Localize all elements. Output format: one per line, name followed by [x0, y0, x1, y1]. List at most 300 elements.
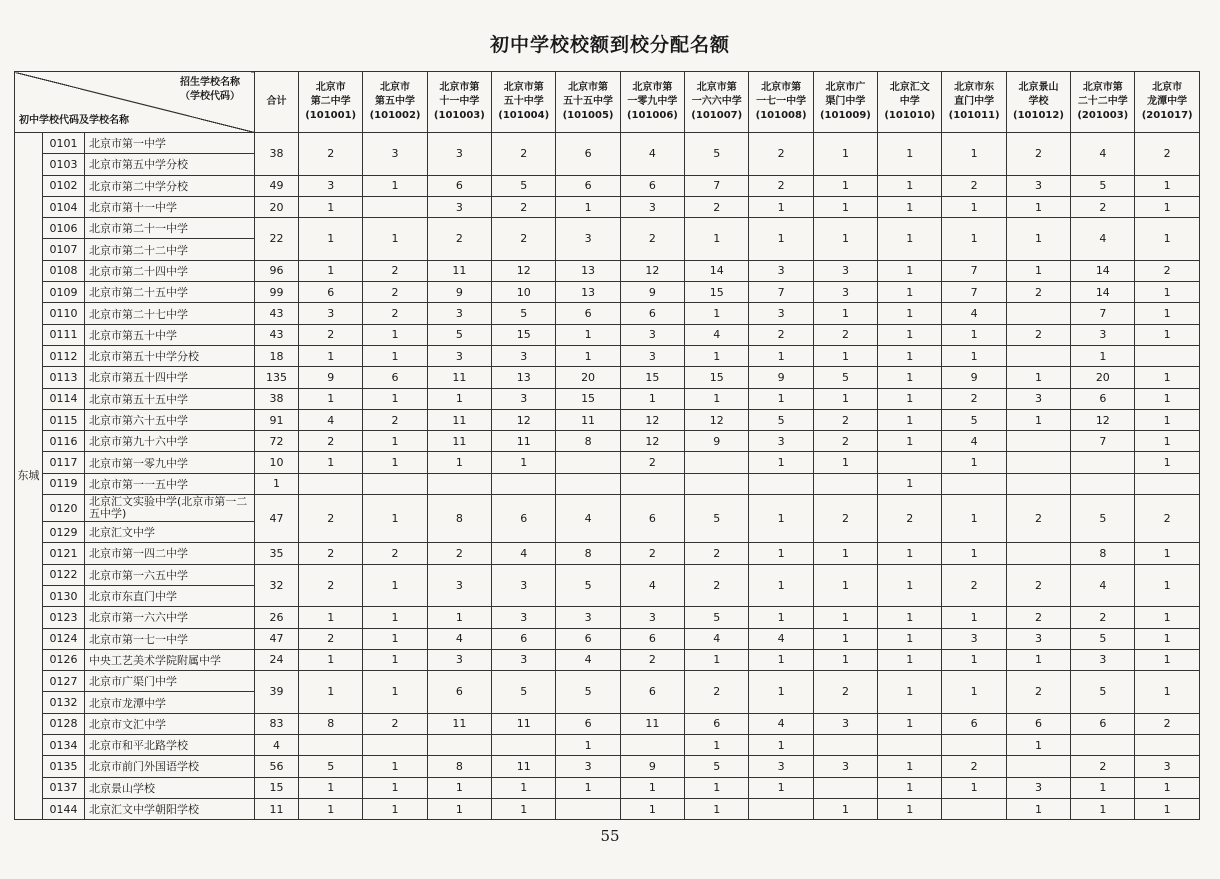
quota-cell: 1 — [1135, 649, 1199, 670]
quota-cell: 9 — [942, 367, 1006, 388]
middle-school-name: 北京汇文实验中学(北京市第一二五中学) — [85, 495, 255, 522]
quota-cell: 3 — [749, 303, 813, 324]
quota-cell: 1 — [942, 495, 1006, 543]
quota-cell: 2 — [1006, 671, 1070, 714]
quota-cell: 1 — [556, 777, 620, 798]
quota-cell: 2 — [427, 218, 491, 261]
quota-cell: 1 — [878, 388, 942, 409]
school-name-line: 北京市第 — [568, 82, 609, 93]
quota-cell: 4 — [620, 564, 684, 607]
quota-cell: 6 — [427, 175, 491, 196]
quota-cell: 3 — [749, 756, 813, 777]
quota-cell: 8 — [556, 431, 620, 452]
quota-cell: 1 — [749, 452, 813, 473]
middle-school-name: 北京市第一零九中学 — [85, 452, 255, 473]
quota-cell: 15 — [620, 367, 684, 388]
quota-cell: 4 — [942, 431, 1006, 452]
total-cell: 1 — [255, 473, 299, 494]
quota-cell: 3 — [620, 324, 684, 345]
quota-cell: 1 — [878, 543, 942, 564]
school-code: (201017) — [1141, 110, 1193, 121]
quota-cell: 1 — [1135, 196, 1199, 217]
middle-school-name: 北京市第二十五中学 — [85, 282, 255, 303]
quota-cell: 3 — [749, 431, 813, 452]
table-row — [15, 409, 1200, 430]
page-title: 初中学校校额到校分配名额 — [489, 34, 730, 56]
quota-cell — [813, 735, 877, 756]
quota-cell: 2 — [1006, 495, 1070, 543]
middle-school-code: 0121 — [43, 543, 85, 564]
quota-cell: 7 — [1071, 303, 1135, 324]
quota-cell: 6 — [556, 175, 620, 196]
quota-cell: 3 — [299, 175, 363, 196]
school-name-line: 中学 — [899, 96, 920, 107]
quota-cell: 6 — [556, 133, 620, 176]
quota-cell: 1 — [1006, 367, 1070, 388]
quota-cell: 12 — [492, 409, 556, 430]
quota-cell: 12 — [620, 260, 684, 281]
middle-school-name: 北京市第二中学分校 — [85, 175, 255, 196]
quota-cell: 1 — [1071, 777, 1135, 798]
quota-cell: 5 — [685, 756, 749, 777]
middle-school-name: 北京市文汇中学 — [85, 713, 255, 734]
quota-cell — [813, 473, 877, 494]
quota-cell: 3 — [427, 133, 491, 176]
quota-cell: 4 — [685, 628, 749, 649]
quota-cell: 4 — [556, 495, 620, 543]
quota-cell: 5 — [1071, 671, 1135, 714]
quota-cell: 11 — [620, 713, 684, 734]
school-name-line: 北京景山 — [1018, 82, 1059, 93]
quota-cell — [685, 452, 749, 473]
quota-cell: 2 — [749, 133, 813, 176]
quota-cell: 10 — [492, 282, 556, 303]
total-cell: 96 — [255, 260, 299, 281]
quota-cell: 5 — [1071, 495, 1135, 543]
quota-cell: 1 — [299, 671, 363, 714]
quota-cell: 2 — [492, 196, 556, 217]
quota-cell: 6 — [492, 495, 556, 543]
middle-school-name: 中央工艺美术学院附属中学 — [85, 649, 255, 670]
quota-cell: 1 — [427, 388, 491, 409]
quota-cell: 1 — [685, 735, 749, 756]
quota-cell: 1 — [813, 133, 877, 176]
quota-cell: 1 — [299, 345, 363, 366]
quota-cell: 1 — [363, 671, 427, 714]
table-row — [15, 756, 1200, 777]
quota-cell: 12 — [685, 409, 749, 430]
quota-cell: 2 — [1135, 713, 1199, 734]
middle-school-name: 北京市第五十五中学 — [85, 388, 255, 409]
school-header-11 — [942, 72, 1006, 133]
school-code: (101009) — [819, 110, 871, 121]
total-cell: 35 — [255, 543, 299, 564]
quota-cell: 1 — [749, 218, 813, 261]
quota-cell: 1 — [749, 649, 813, 670]
school-header-5 — [556, 72, 620, 133]
quota-cell: 1 — [1135, 452, 1199, 473]
quota-cell — [1135, 735, 1199, 756]
quota-cell: 2 — [813, 671, 877, 714]
table-row — [15, 628, 1200, 649]
quota-cell: 1 — [749, 777, 813, 798]
quota-cell — [685, 473, 749, 494]
quota-cell: 5 — [427, 324, 491, 345]
quota-cell: 6 — [1071, 388, 1135, 409]
quota-cell: 1 — [299, 777, 363, 798]
quota-cell: 4 — [942, 303, 1006, 324]
school-name-line: 北京市 — [380, 82, 411, 93]
quota-cell — [492, 735, 556, 756]
table-row — [15, 282, 1200, 303]
school-code-label: （学校代码） — [180, 91, 241, 102]
quota-cell: 1 — [363, 345, 427, 366]
quota-cell: 1 — [363, 798, 427, 819]
quota-cell: 2 — [942, 756, 1006, 777]
quota-cell: 20 — [1071, 367, 1135, 388]
quota-cell: 2 — [813, 495, 877, 543]
quota-cell: 6 — [556, 303, 620, 324]
school-name-line: 北京市第 — [503, 82, 544, 93]
quota-cell — [299, 473, 363, 494]
quota-cell: 15 — [685, 367, 749, 388]
quota-cell: 1 — [1006, 218, 1070, 261]
quota-cell — [620, 473, 684, 494]
middle-school-code: 0109 — [43, 282, 85, 303]
total-cell: 22 — [255, 218, 299, 261]
quota-cell: 4 — [749, 628, 813, 649]
quota-cell: 6 — [427, 671, 491, 714]
quota-cell: 6 — [1071, 713, 1135, 734]
quota-cell: 6 — [620, 303, 684, 324]
middle-school-code: 0107 — [43, 239, 85, 260]
quota-cell: 1 — [813, 388, 877, 409]
quota-cell: 4 — [1071, 218, 1135, 261]
quota-cell — [942, 473, 1006, 494]
quota-cell: 1 — [813, 345, 877, 366]
total-cell: 47 — [255, 495, 299, 543]
quota-cell: 14 — [685, 260, 749, 281]
quota-cell: 12 — [620, 431, 684, 452]
quota-cell: 8 — [299, 713, 363, 734]
quota-cell: 5 — [492, 671, 556, 714]
quota-cell: 15 — [685, 282, 749, 303]
quota-cell: 1 — [813, 564, 877, 607]
quota-cell: 11 — [492, 713, 556, 734]
quota-cell: 1 — [685, 218, 749, 261]
quota-cell: 1 — [1006, 260, 1070, 281]
middle-school-name: 北京市第二十二中学 — [85, 239, 255, 260]
quota-cell: 1 — [685, 345, 749, 366]
quota-cell: 1 — [813, 649, 877, 670]
total-cell: 24 — [255, 649, 299, 670]
school-name-line: 龙潭中学 — [1147, 96, 1188, 107]
quota-cell: 3 — [427, 303, 491, 324]
total-cell: 43 — [255, 324, 299, 345]
total-cell: 47 — [255, 628, 299, 649]
middle-school-code: 0101 — [43, 133, 85, 154]
quota-cell: 3 — [813, 756, 877, 777]
quota-cell: 1 — [363, 324, 427, 345]
quota-cell: 11 — [492, 431, 556, 452]
quota-cell: 1 — [749, 543, 813, 564]
table-row — [15, 324, 1200, 345]
quota-cell: 1 — [878, 345, 942, 366]
quota-cell: 4 — [427, 628, 491, 649]
quota-cell: 6 — [492, 628, 556, 649]
enrolling-school-label: 招生学校名称 — [180, 77, 241, 88]
middle-school-code: 0112 — [43, 345, 85, 366]
school-code: (101006) — [626, 110, 678, 121]
school-name-line: 北京市 — [315, 82, 346, 93]
middle-school-code: 0106 — [43, 218, 85, 239]
quota-cell: 1 — [813, 607, 877, 628]
school-code: (101003) — [433, 110, 485, 121]
school-name-line: 直门中学 — [954, 96, 995, 107]
total-cell: 38 — [255, 388, 299, 409]
quota-cell: 1 — [299, 260, 363, 281]
diag-bottom-label: 初中学校代码及学校名称 — [19, 115, 129, 126]
quota-cell — [1006, 543, 1070, 564]
quota-cell — [1006, 345, 1070, 366]
quota-cell: 6 — [620, 671, 684, 714]
school-code: (101012) — [1013, 110, 1064, 121]
quota-cell: 5 — [492, 175, 556, 196]
quota-cell: 5 — [813, 367, 877, 388]
quota-cell: 3 — [1006, 628, 1070, 649]
middle-school-name: 北京市第十一中学 — [85, 196, 255, 217]
quota-cell: 1 — [878, 303, 942, 324]
quota-cell: 1 — [1071, 345, 1135, 366]
quota-cell: 1 — [749, 345, 813, 366]
quota-cell: 15 — [492, 324, 556, 345]
school-name-line: 渠门中学 — [825, 96, 866, 107]
school-header-14 — [1135, 72, 1199, 133]
quota-cell — [1071, 473, 1135, 494]
quota-cell: 3 — [620, 196, 684, 217]
total-header: 合计 — [255, 72, 299, 133]
quota-cell: 3 — [942, 628, 1006, 649]
school-code: (101010) — [884, 110, 936, 121]
quota-cell: 1 — [427, 607, 491, 628]
quota-cell: 1 — [1006, 196, 1070, 217]
school-code: (101001) — [305, 110, 357, 121]
quota-cell: 1 — [813, 218, 877, 261]
quota-cell: 2 — [492, 133, 556, 176]
middle-school-name: 北京市第一一五中学 — [85, 473, 255, 494]
quota-cell: 8 — [556, 543, 620, 564]
school-name-line: 第二中学 — [310, 96, 351, 107]
quota-cell: 1 — [299, 218, 363, 261]
middle-school-name: 北京市第二十七中学 — [85, 303, 255, 324]
quota-cell: 1 — [813, 303, 877, 324]
total-cell: 83 — [255, 713, 299, 734]
total-cell: 20 — [255, 196, 299, 217]
quota-cell: 7 — [942, 260, 1006, 281]
quota-cell: 1 — [749, 607, 813, 628]
middle-school-code: 0115 — [43, 409, 85, 430]
quota-cell: 1 — [942, 607, 1006, 628]
middle-school-name: 北京市第一六五中学 — [85, 564, 255, 585]
school-code: (101007) — [691, 110, 743, 121]
table-row — [15, 133, 1200, 154]
quota-cell: 6 — [620, 495, 684, 543]
quota-cell: 12 — [492, 260, 556, 281]
quota-cell — [1071, 452, 1135, 473]
quota-cell: 3 — [1071, 324, 1135, 345]
quota-cell: 6 — [1006, 713, 1070, 734]
middle-school-name: 北京市第五十中学分校 — [85, 345, 255, 366]
middle-school-code: 0135 — [43, 756, 85, 777]
quota-cell: 3 — [299, 303, 363, 324]
middle-school-name: 北京景山学校 — [85, 777, 255, 798]
middle-school-name: 北京汇文中学 — [85, 522, 255, 543]
quota-cell: 2 — [685, 196, 749, 217]
quota-cell: 2 — [1006, 564, 1070, 607]
table-row — [15, 303, 1200, 324]
quota-cell: 9 — [620, 756, 684, 777]
middle-school-name: 北京汇文中学朝阳学校 — [85, 798, 255, 819]
quota-cell: 3 — [492, 649, 556, 670]
school-name-line: 一七一中学 — [756, 96, 807, 107]
quota-cell: 1 — [620, 388, 684, 409]
school-name-line: 北京市 — [1152, 82, 1183, 93]
quota-cell — [749, 798, 813, 819]
middle-school-code: 0128 — [43, 713, 85, 734]
quota-cell: 1 — [1135, 628, 1199, 649]
quota-cell: 7 — [685, 175, 749, 196]
quota-cell: 2 — [492, 218, 556, 261]
quota-cell: 1 — [299, 196, 363, 217]
quota-cell: 1 — [363, 649, 427, 670]
quota-cell: 4 — [299, 409, 363, 430]
quota-cell: 1 — [363, 431, 427, 452]
diag-top-label — [180, 76, 240, 104]
quota-cell: 1 — [749, 671, 813, 714]
quota-cell: 2 — [1006, 607, 1070, 628]
table-row — [15, 713, 1200, 734]
quota-cell: 1 — [942, 777, 1006, 798]
quota-cell: 1 — [878, 713, 942, 734]
middle-school-code: 0144 — [43, 798, 85, 819]
middle-school-name: 北京市第二十一中学 — [85, 218, 255, 239]
table-row — [15, 649, 1200, 670]
middle-school-name: 北京市第九十六中学 — [85, 431, 255, 452]
quota-cell: 1 — [749, 388, 813, 409]
middle-school-code: 0108 — [43, 260, 85, 281]
quota-cell: 4 — [620, 133, 684, 176]
total-cell: 135 — [255, 367, 299, 388]
quota-cell: 1 — [878, 473, 942, 494]
middle-school-code: 0103 — [43, 154, 85, 175]
quota-cell: 5 — [1071, 628, 1135, 649]
quota-cell — [1135, 473, 1199, 494]
quota-cell: 2 — [1006, 133, 1070, 176]
school-name-line: 二十二中学 — [1077, 96, 1128, 107]
quota-cell: 1 — [1135, 388, 1199, 409]
quota-cell: 1 — [878, 564, 942, 607]
table-row — [15, 798, 1200, 819]
quota-cell: 1 — [878, 196, 942, 217]
quota-cell: 3 — [813, 260, 877, 281]
quota-cell — [556, 452, 620, 473]
quota-cell: 9 — [620, 282, 684, 303]
middle-school-name: 北京市第五十中学 — [85, 324, 255, 345]
quota-cell: 1 — [1135, 798, 1199, 819]
quota-cell: 2 — [813, 409, 877, 430]
quota-cell — [556, 798, 620, 819]
quota-cell: 13 — [492, 367, 556, 388]
school-header-7 — [685, 72, 749, 133]
quota-cell: 6 — [620, 628, 684, 649]
quota-cell — [813, 777, 877, 798]
quota-cell: 1 — [813, 798, 877, 819]
quota-cell: 2 — [620, 543, 684, 564]
quota-cell: 1 — [1006, 798, 1070, 819]
quota-cell: 4 — [556, 649, 620, 670]
quota-cell: 11 — [427, 367, 491, 388]
quota-cell: 6 — [363, 367, 427, 388]
quota-cell: 1 — [363, 218, 427, 261]
quota-cell: 1 — [878, 133, 942, 176]
school-name-line: 北京市第 — [632, 82, 673, 93]
school-name-line: 学校 — [1028, 96, 1049, 107]
quota-cell: 1 — [620, 798, 684, 819]
quota-cell: 2 — [685, 543, 749, 564]
middle-school-code: 0132 — [43, 692, 85, 713]
middle-school-code: 0126 — [43, 649, 85, 670]
total-cell: 26 — [255, 607, 299, 628]
quota-cell: 1 — [685, 798, 749, 819]
quota-cell: 5 — [685, 133, 749, 176]
quota-cell — [363, 735, 427, 756]
middle-school-name: 北京市前门外国语学校 — [85, 756, 255, 777]
quota-cell: 1 — [878, 777, 942, 798]
middle-school-code: 0102 — [43, 175, 85, 196]
quota-cell — [878, 452, 942, 473]
school-code: (101002) — [369, 110, 421, 121]
quota-cell — [363, 196, 427, 217]
quota-cell: 1 — [363, 564, 427, 607]
quota-cell: 3 — [1071, 649, 1135, 670]
quota-cell: 5 — [299, 756, 363, 777]
quota-cell — [1006, 303, 1070, 324]
total-cell: 11 — [255, 798, 299, 819]
total-cell: 72 — [255, 431, 299, 452]
quota-cell: 2 — [299, 133, 363, 176]
school-header-10 — [878, 72, 942, 133]
quota-cell: 3 — [813, 282, 877, 303]
quota-cell: 5 — [685, 607, 749, 628]
table-row — [15, 607, 1200, 628]
quota-cell: 3 — [620, 345, 684, 366]
quota-cell: 1 — [556, 324, 620, 345]
school-name-line: 北京市第 — [761, 82, 802, 93]
quota-cell: 9 — [685, 431, 749, 452]
quota-cell: 2 — [813, 431, 877, 452]
quota-cell — [492, 473, 556, 494]
quota-cell: 2 — [299, 628, 363, 649]
table-row — [15, 543, 1200, 564]
page-number: 55 — [600, 827, 620, 845]
quota-cell: 1 — [878, 671, 942, 714]
school-name-line: 北京汇文 — [889, 82, 930, 93]
quota-cell: 12 — [1071, 409, 1135, 430]
table-row — [15, 260, 1200, 281]
quota-cell: 1 — [942, 218, 1006, 261]
quota-cell: 11 — [427, 431, 491, 452]
quota-cell: 3 — [492, 607, 556, 628]
